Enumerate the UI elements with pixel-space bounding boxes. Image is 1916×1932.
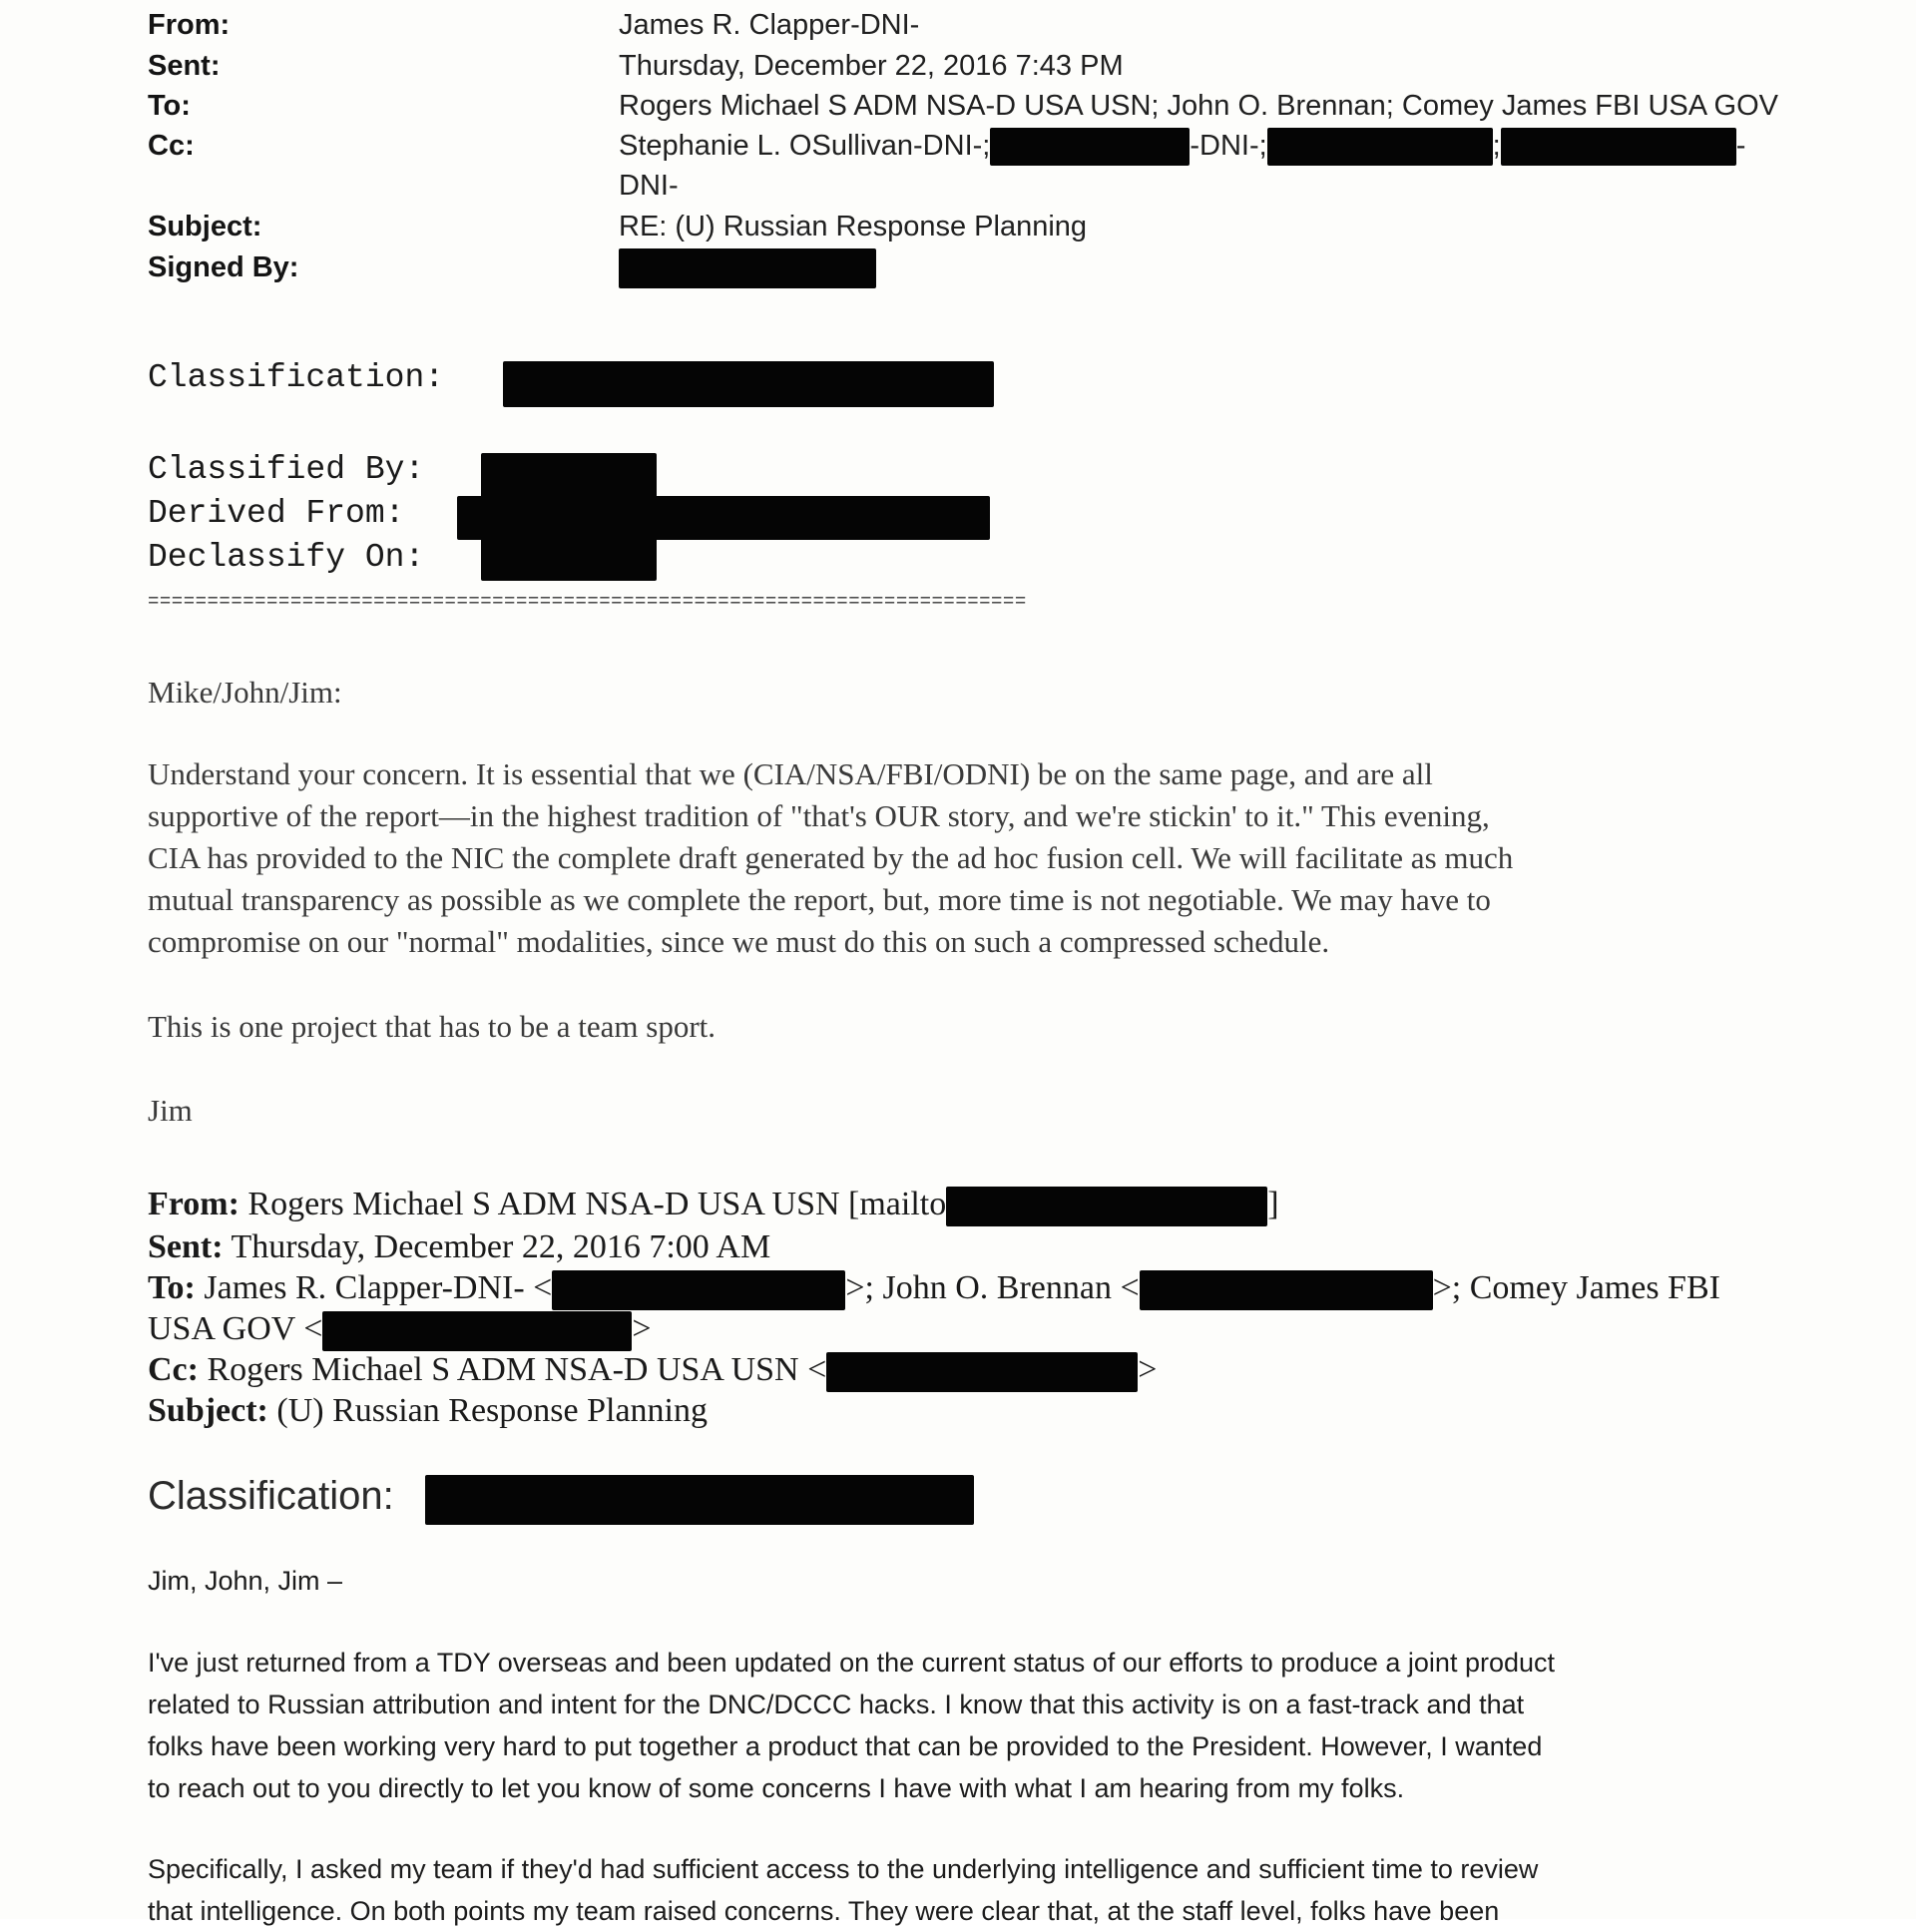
fwd-from-value: Rogers Michael S ADM NSA-D USA USN [mailto [247, 1186, 947, 1222]
fwd-to-value-line2-close: > [632, 1310, 652, 1347]
message1-signoff: Jim [148, 1093, 193, 1128]
fwd-to-value-part3: >; Comey James FBI [1432, 1269, 1720, 1306]
redaction-box [619, 248, 876, 288]
message1-paragraph2: This is one project that has to be a team sport. [148, 1009, 717, 1044]
signed-by-label: Signed By: [148, 251, 299, 283]
fwd-to-value-part1: James R. Clapper-DNI- < [204, 1269, 553, 1306]
fwd-sent-value: Thursday, December 22, 2016 7:00 AM [231, 1228, 771, 1265]
fwd-cc-value: Rogers Michael S ADM NSA-D USA USN < [207, 1351, 827, 1388]
fwd-subject-row [148, 1392, 708, 1430]
cc-value-part3: ; [1492, 130, 1501, 162]
message1-line: Understand your concern. It is essential that we (CIA/NSA/FBI/ODNI) be on the same page, and are all [148, 756, 1433, 791]
fwd-from-close: ] [1267, 1186, 1279, 1222]
message1-line: mutual transparency as possible as we complete the report, but, more time is not negotiable. We may have to [148, 882, 1491, 917]
redaction-box [425, 1475, 974, 1525]
derived-from-row [148, 495, 404, 532]
redaction-box [946, 1187, 1267, 1226]
sent-value: Thursday, December 22, 2016 7:43 PM [619, 50, 1124, 82]
redaction-box [1501, 128, 1736, 166]
redaction-box [503, 361, 994, 407]
cc-value-part2: -DNI-; [1190, 130, 1267, 162]
redaction-box [1140, 1270, 1433, 1310]
redaction-box [457, 496, 990, 540]
subject-label: Subject: [148, 211, 262, 242]
message2-paragraph2 [148, 1848, 1538, 1932]
cc-value-line2: DNI- [619, 170, 679, 202]
cc-value-part1: Stephanie L. OSullivan-DNI-; [619, 130, 991, 162]
to-value: Rogers Michael S ADM NSA-D USA USN; John O. Brennan; Comey James FBI USA GOV [619, 90, 1779, 122]
message2-line: folks have been working very hard to put together a product that can be provided to the President. However, I wanted [148, 1731, 1543, 1761]
redaction-box [1267, 128, 1493, 166]
fwd-subject-value: (U) Russian Response Planning [276, 1392, 708, 1429]
fwd-to-value-line2: USA GOV < [148, 1310, 323, 1347]
derived-from-label: Derived From: [148, 495, 405, 532]
redaction-box [552, 1270, 845, 1310]
message2-line: that intelligence. On both points my team raised concerns. They were clear that, at the staff level, folks have been [148, 1896, 1500, 1926]
declassify-on-row [148, 539, 424, 576]
declassify-on-label: Declassify On: [148, 539, 425, 576]
fwd-cc-label: Cc: [148, 1351, 199, 1388]
redaction-box [826, 1352, 1138, 1392]
classification2-row [148, 1474, 394, 1519]
message1-paragraph1 [148, 753, 1804, 963]
separator-line: ========================================================================== [148, 591, 1027, 613]
fwd-cc-close: > [1138, 1351, 1158, 1388]
redaction-box [990, 128, 1190, 166]
fwd-from-row [148, 1186, 1279, 1226]
fwd-to-label: To: [148, 1269, 196, 1306]
subject-value: RE: (U) Russian Response Planning [619, 211, 1088, 242]
message2-line: Specifically, I asked my team if they'd had sufficient access to the underlying intelligence and sufficient time to review [148, 1854, 1539, 1884]
sent-label: Sent: [148, 50, 221, 82]
message2-line: to reach out to you directly to let you know of some concerns I have with what I am hearing from my folks. [148, 1773, 1405, 1803]
message1-line: compromise on our "normal" modalities, since we must do this on such a compressed schedule. [148, 924, 1330, 959]
fwd-from-label: From: [148, 1186, 240, 1222]
message2-greeting [148, 1560, 342, 1602]
message1-line: supportive of the report—in the highest tradition of "that's OUR story, and we're stickin' to it." This evening, [148, 798, 1490, 833]
message2-line: I've just returned from a TDY overseas and been updated on the current status of our efforts to produce a joint product [148, 1648, 1555, 1678]
signed-by-value [619, 247, 876, 288]
fwd-to-row [148, 1269, 1720, 1310]
to-label: To: [148, 90, 191, 122]
fwd-cc-row [148, 1351, 1157, 1392]
cc-value [619, 126, 1745, 166]
classified-by-row [148, 451, 424, 488]
message2-paragraph1 [148, 1642, 1555, 1809]
classified-by-label: Classified By: [148, 451, 425, 488]
fwd-sent-label: Sent: [148, 1228, 224, 1265]
classification-row [148, 359, 444, 396]
classification-label: Classification: [148, 359, 445, 396]
message2-line: related to Russian attribution and intent for the DNC/DCCC hacks. I know that this activity is on a fast-track and that [148, 1690, 1525, 1719]
cc-label: Cc: [148, 130, 195, 162]
fwd-subject-label: Subject: [148, 1392, 268, 1429]
from-value: James R. Clapper-DNI- [619, 9, 920, 41]
fwd-to-value-part2: >; John O. Brennan < [845, 1269, 1140, 1306]
classification2-label: Classification: [148, 1474, 394, 1518]
fwd-sent-row [148, 1228, 770, 1266]
message1-line: CIA has provided to the NIC the complete draft generated by the ad hoc fusion cell. We will facilitate as much [148, 840, 1514, 875]
message2-greeting-text: Jim, John, Jim – [148, 1566, 343, 1596]
message1-greeting: Mike/John/Jim: [148, 675, 342, 710]
redaction-box [322, 1311, 632, 1351]
cc-value-part4: - [1735, 130, 1746, 162]
fwd-to-row-continued [148, 1310, 652, 1351]
from-label: From: [148, 9, 231, 41]
